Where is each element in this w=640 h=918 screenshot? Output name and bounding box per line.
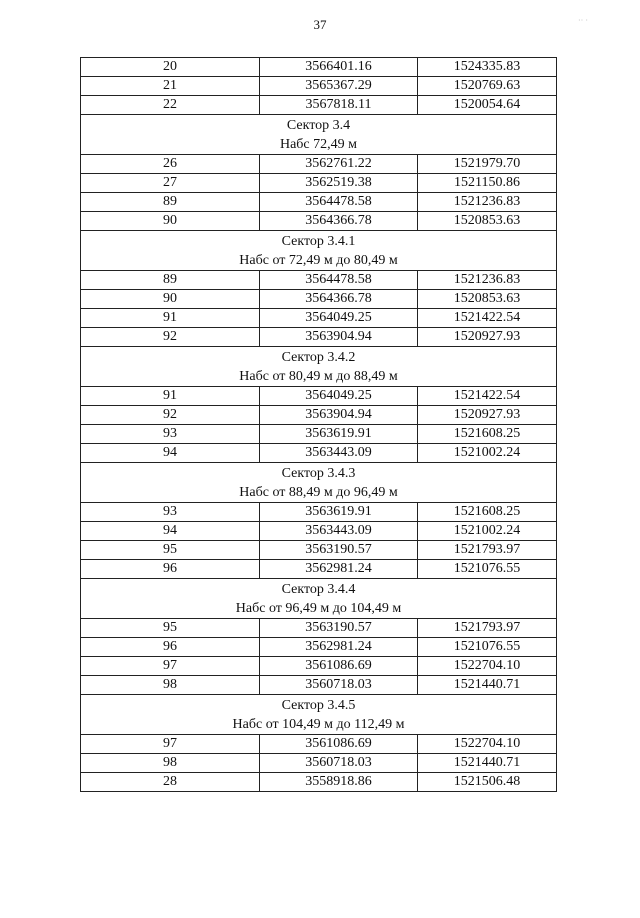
sector-header-row xyxy=(81,579,557,619)
y-coordinate: 1521608.25 xyxy=(418,503,557,522)
coordinate-row xyxy=(81,290,557,309)
sector-header-row xyxy=(81,115,557,155)
x-coordinate: 3561086.69 xyxy=(260,657,418,676)
point-number: 98 xyxy=(81,754,260,773)
sector-title: Сектор 3.4.3 xyxy=(281,465,356,481)
x-coordinate: 3563619.91 xyxy=(260,503,418,522)
y-coordinate: 1521236.83 xyxy=(418,193,557,212)
sector-header-cell xyxy=(81,579,557,619)
coordinate-row xyxy=(81,77,557,96)
coordinate-row xyxy=(81,503,557,522)
point-number: 27 xyxy=(81,174,260,193)
coordinate-row xyxy=(81,657,557,676)
x-coordinate: 3562761.22 xyxy=(260,155,418,174)
sector-title: Сектор 3.4.1 xyxy=(281,233,356,249)
coordinate-row xyxy=(81,522,557,541)
coordinate-row xyxy=(81,638,557,657)
coordinate-row xyxy=(81,676,557,695)
point-number: 96 xyxy=(81,638,260,657)
point-number: 94 xyxy=(81,522,260,541)
y-coordinate: 1521422.54 xyxy=(418,387,557,406)
y-coordinate: 1524335.83 xyxy=(418,58,557,77)
y-coordinate: 1521076.55 xyxy=(418,638,557,657)
coordinate-row xyxy=(81,271,557,290)
point-number: 20 xyxy=(81,58,260,77)
y-coordinate: 1521422.54 xyxy=(418,309,557,328)
y-coordinate: 1521002.24 xyxy=(418,444,557,463)
coordinate-row xyxy=(81,155,557,174)
point-number: 89 xyxy=(81,271,260,290)
y-coordinate: 1520769.63 xyxy=(418,77,557,96)
point-number: 98 xyxy=(81,676,260,695)
point-number: 26 xyxy=(81,155,260,174)
point-number: 93 xyxy=(81,425,260,444)
x-coordinate: 3564366.78 xyxy=(260,212,418,231)
coordinate-row xyxy=(81,174,557,193)
y-coordinate: 1521076.55 xyxy=(418,560,557,579)
x-coordinate: 3563904.94 xyxy=(260,328,418,347)
point-number: 28 xyxy=(81,773,260,792)
x-coordinate: 3564049.25 xyxy=(260,309,418,328)
point-number: 91 xyxy=(81,309,260,328)
sector-header-cell xyxy=(81,347,557,387)
point-number: 90 xyxy=(81,212,260,231)
coordinate-row xyxy=(81,773,557,792)
x-coordinate: 3561086.69 xyxy=(260,735,418,754)
sector-height: Набс от 104,49 м до 112,49 м xyxy=(232,716,405,732)
x-coordinate: 3564049.25 xyxy=(260,387,418,406)
y-coordinate: 1521440.71 xyxy=(418,676,557,695)
sector-header-row xyxy=(81,695,557,735)
x-coordinate: 3563619.91 xyxy=(260,425,418,444)
y-coordinate: 1520853.63 xyxy=(418,290,557,309)
sector-title: Сектор 3.4.5 xyxy=(281,697,356,713)
coordinate-row xyxy=(81,328,557,347)
sector-header-cell xyxy=(81,463,557,503)
x-coordinate: 3562981.24 xyxy=(260,638,418,657)
point-number: 92 xyxy=(81,406,260,425)
point-number: 97 xyxy=(81,657,260,676)
coordinate-row xyxy=(81,444,557,463)
coordinate-row xyxy=(81,754,557,773)
x-coordinate: 3563443.09 xyxy=(260,444,418,463)
x-coordinate: 3560718.03 xyxy=(260,754,418,773)
sector-title: Сектор 3.4.4 xyxy=(281,581,356,597)
scan-artifact-mark: ·· · xyxy=(578,16,588,25)
point-number: 22 xyxy=(81,96,260,115)
y-coordinate: 1521979.70 xyxy=(418,155,557,174)
x-coordinate: 3562519.38 xyxy=(260,174,418,193)
coordinate-row xyxy=(81,96,557,115)
page-number: 37 xyxy=(313,17,327,32)
x-coordinate: 3560718.03 xyxy=(260,676,418,695)
sector-height: Набс от 96,49 м до 104,49 м xyxy=(235,600,402,616)
point-number: 97 xyxy=(81,735,260,754)
point-number: 21 xyxy=(81,77,260,96)
sector-header-cell xyxy=(81,115,557,155)
y-coordinate: 1520853.63 xyxy=(418,212,557,231)
y-coordinate: 1520927.93 xyxy=(418,328,557,347)
coordinate-row xyxy=(81,387,557,406)
point-number: 93 xyxy=(81,503,260,522)
sector-title: Сектор 3.4 xyxy=(286,117,351,133)
y-coordinate: 1521440.71 xyxy=(418,754,557,773)
coordinates-table xyxy=(80,57,557,792)
x-coordinate: 3566401.16 xyxy=(260,58,418,77)
sector-height: Набс 72,49 м xyxy=(279,136,358,152)
coordinate-row xyxy=(81,425,557,444)
y-coordinate: 1521506.48 xyxy=(418,773,557,792)
point-number: 96 xyxy=(81,560,260,579)
coordinate-row xyxy=(81,309,557,328)
point-number: 95 xyxy=(81,619,260,638)
y-coordinate: 1522704.10 xyxy=(418,657,557,676)
x-coordinate: 3565367.29 xyxy=(260,77,418,96)
coordinate-row xyxy=(81,406,557,425)
sector-header-cell xyxy=(81,695,557,735)
sector-header-row xyxy=(81,463,557,503)
x-coordinate: 3562981.24 xyxy=(260,560,418,579)
coordinate-row xyxy=(81,619,557,638)
coordinate-row xyxy=(81,212,557,231)
point-number: 89 xyxy=(81,193,260,212)
y-coordinate: 1521236.83 xyxy=(418,271,557,290)
point-number: 90 xyxy=(81,290,260,309)
y-coordinate: 1521793.97 xyxy=(418,541,557,560)
point-number: 95 xyxy=(81,541,260,560)
x-coordinate: 3563904.94 xyxy=(260,406,418,425)
y-coordinate: 1521608.25 xyxy=(418,425,557,444)
y-coordinate: 1521150.86 xyxy=(418,174,557,193)
y-coordinate: 1522704.10 xyxy=(418,735,557,754)
y-coordinate: 1521002.24 xyxy=(418,522,557,541)
coordinate-row xyxy=(81,541,557,560)
x-coordinate: 3563190.57 xyxy=(260,541,418,560)
coordinate-row xyxy=(81,560,557,579)
x-coordinate: 3564478.58 xyxy=(260,193,418,212)
coordinate-row xyxy=(81,735,557,754)
sector-height: Набс от 88,49 м до 96,49 м xyxy=(239,484,398,500)
point-number: 94 xyxy=(81,444,260,463)
y-coordinate: 1520927.93 xyxy=(418,406,557,425)
sector-height: Набс от 72,49 м до 80,49 м xyxy=(239,252,398,268)
coordinate-row xyxy=(81,58,557,77)
x-coordinate: 3563190.57 xyxy=(260,619,418,638)
sector-header-cell xyxy=(81,231,557,271)
point-number: 92 xyxy=(81,328,260,347)
sector-height: Набс от 80,49 м до 88,49 м xyxy=(239,368,398,384)
sector-header-row xyxy=(81,347,557,387)
x-coordinate: 3563443.09 xyxy=(260,522,418,541)
x-coordinate: 3567818.11 xyxy=(260,96,418,115)
point-number: 91 xyxy=(81,387,260,406)
coordinate-row xyxy=(81,193,557,212)
y-coordinate: 1520054.64 xyxy=(418,96,557,115)
x-coordinate: 3564478.58 xyxy=(260,271,418,290)
coordinates-table-body xyxy=(81,58,557,792)
x-coordinate: 3564366.78 xyxy=(260,290,418,309)
y-coordinate: 1521793.97 xyxy=(418,619,557,638)
x-coordinate: 3558918.86 xyxy=(260,773,418,792)
sector-header-row xyxy=(81,231,557,271)
sector-title: Сектор 3.4.2 xyxy=(281,349,356,365)
